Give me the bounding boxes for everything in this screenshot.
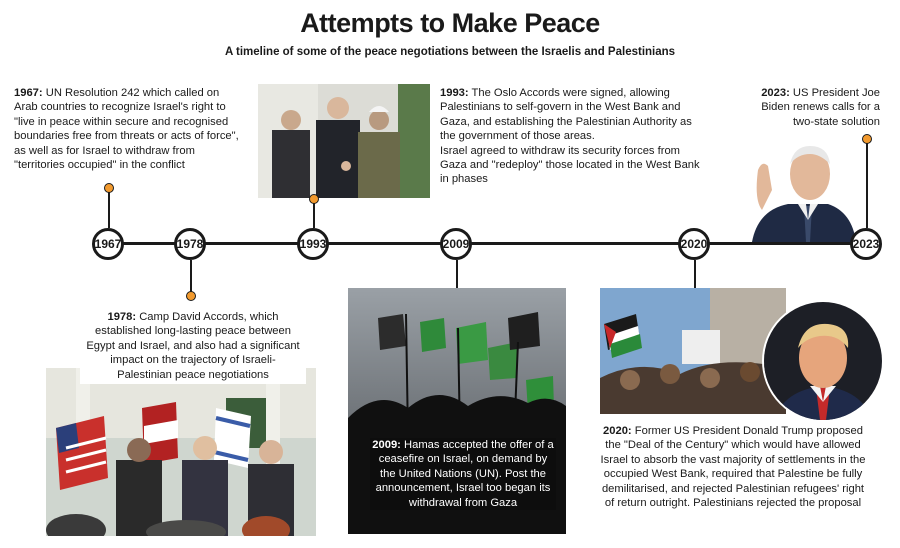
event-1978-text: Camp David Accords, which established long-lasting peace between Egypt and Israel, and also had a significant impact on the trajectory of Israeli-Palestinian peace negotiations bbox=[86, 311, 300, 381]
event-2023-year-label: 2023: bbox=[761, 87, 790, 99]
protest-photo bbox=[600, 288, 786, 414]
event-2023-text: US President Joe Biden renews calls for a two-state solution bbox=[761, 87, 880, 128]
event-1967-text: UN Resolution 242 which called on Arab countries to recognize Israel's right to "live in peace within secure and recognised boundaries free from threats or acts of force", as well as for Israel to withdraw from "territories occupied" in the conflict bbox=[14, 87, 239, 172]
timeline-node-1978 bbox=[174, 228, 206, 260]
event-2023-description bbox=[752, 86, 880, 129]
event-1978-year-label: 1978: bbox=[107, 311, 137, 323]
trump-portrait bbox=[762, 300, 884, 422]
timeline-node-2009 bbox=[440, 228, 472, 260]
timeline-node-1993 bbox=[297, 228, 329, 260]
event-2009-text: Hamas accepted the offer of a ceasefire on Israel, on demand by the United Nations (UN). Post the announcement, Israel too began its withdrawal from Gaza bbox=[375, 439, 554, 509]
event-1978-connector-dot bbox=[186, 291, 196, 301]
event-2009-year-label: 2009: bbox=[372, 439, 401, 451]
timeline-node-1967 bbox=[92, 228, 124, 260]
oslo-accords-photo bbox=[258, 84, 430, 198]
node-year-2009: 2009 bbox=[442, 237, 470, 251]
event-1978-stem bbox=[190, 260, 192, 292]
node-year-2023: 2023 bbox=[852, 237, 880, 251]
event-1993-text: The Oslo Accords were signed, allowing Palestinians to self-govern in the West Bank and Gaza, and establishing the Palestinian Authority as the government of those areas. bbox=[440, 87, 692, 143]
event-1993-year-label: 1993: bbox=[440, 87, 469, 99]
event-2020-year-label: 2020: bbox=[603, 425, 632, 437]
event-1967-year-label: 1967: bbox=[14, 87, 43, 99]
camp-david-photo bbox=[46, 368, 316, 536]
event-1993-description bbox=[440, 86, 704, 187]
page-title: Attempts to Make Peace bbox=[300, 8, 600, 38]
event-1967-description bbox=[14, 86, 242, 172]
event-2023-stem bbox=[866, 143, 868, 228]
event-1967-stem bbox=[108, 192, 110, 228]
biden-photo bbox=[748, 130, 858, 242]
event-2009-description bbox=[370, 438, 556, 510]
node-year-1993: 1993 bbox=[299, 237, 327, 251]
timeline-node-2020 bbox=[678, 228, 710, 260]
event-1993-text-2: Israel agreed to withdraw its security forces from Gaza and "redeploy" those located in the West Bank in phases bbox=[440, 144, 700, 186]
node-year-1967: 1967 bbox=[94, 237, 122, 251]
timeline-node-2023 bbox=[850, 228, 882, 260]
event-2020-text: Former US President Donald Trump proposed the "Deal of the Century" which would have allowed Israel to absorb the vast majority of settlements in the occupied West Bank, required that Palestine be fully demilitarised, and rejected Palestinian refugees' right of return outright. Palestinians rejected the proposal bbox=[600, 425, 866, 510]
page-subtitle: A timeline of some of the peace negotiations between the Israelis and Palestinians bbox=[224, 46, 676, 58]
event-1978-description bbox=[80, 308, 306, 384]
node-year-2020: 2020 bbox=[680, 237, 708, 251]
node-year-1978: 1978 bbox=[176, 237, 204, 251]
event-1993-stem bbox=[313, 203, 315, 228]
event-2020-description bbox=[598, 424, 868, 510]
timeline-line bbox=[108, 242, 870, 245]
